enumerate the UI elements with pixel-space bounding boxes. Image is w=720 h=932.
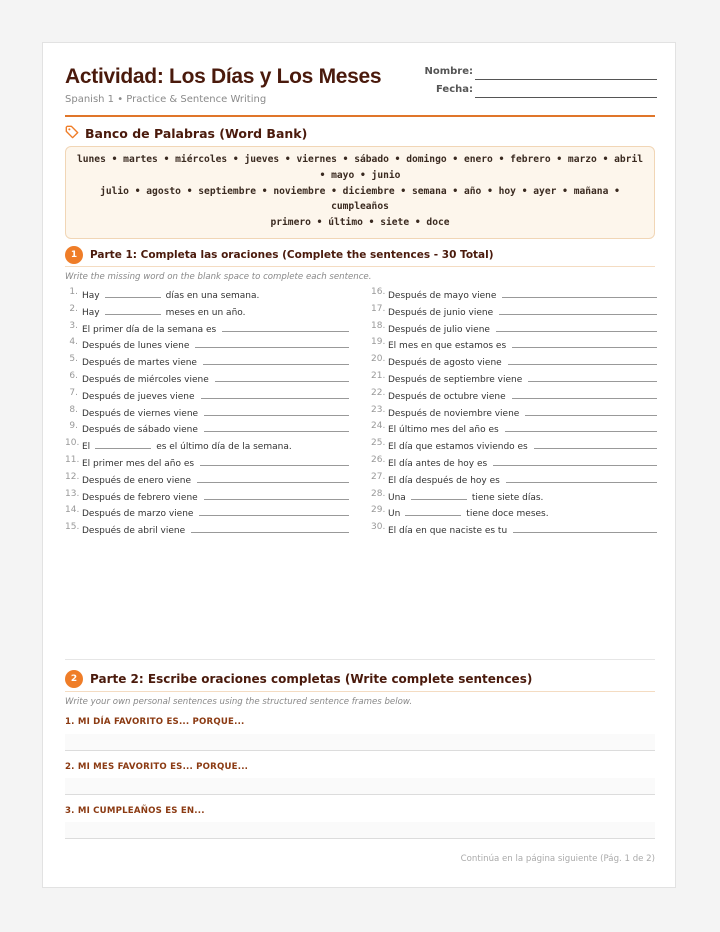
question-text-after: meses en un año. <box>165 307 246 318</box>
page-footer: Continúa en la página siguiente (Pág. 1 de 2) <box>460 854 655 864</box>
answer-blank[interactable] <box>512 388 657 399</box>
question-item <box>371 287 657 303</box>
sentence-prompt-2: 2. MI MES FAVORITO ES... PORQUE... <box>65 762 249 772</box>
question-number: 11. <box>65 455 80 465</box>
question-text <box>82 438 349 452</box>
question-text-before: El último mes del año es <box>388 425 499 436</box>
question-text-before: Después de noviembre viene <box>388 408 520 419</box>
answer-blank[interactable] <box>201 388 349 399</box>
question-number: 19. <box>371 337 386 348</box>
question-text <box>388 321 657 335</box>
question-number: 23. <box>371 404 386 415</box>
question-text-before: El día en que naciste es tu <box>388 526 508 537</box>
question-item <box>65 522 349 538</box>
question-text-before: Después de jueves viene <box>82 391 195 402</box>
question-number: 30. <box>371 522 386 533</box>
answer-blank[interactable] <box>405 505 461 516</box>
part1-divider <box>65 266 655 267</box>
part2-top-divider <box>65 659 655 660</box>
question-text-before: Después de viernes viene <box>82 408 199 419</box>
question-number: 24. <box>371 421 386 432</box>
answer-blank[interactable] <box>496 321 657 332</box>
sentence-prompt-1: 1. MI DÍA FAVORITO ES... PORQUE... <box>65 717 245 727</box>
question-text-before: El día que estamos viviendo es <box>388 442 528 453</box>
part1-title: Parte 1: Completa las oraciones (Complete the sentences - 30 Total) <box>90 249 494 261</box>
answer-blank[interactable] <box>499 304 657 315</box>
question-item <box>65 388 349 404</box>
question-text-before: Hay <box>82 291 100 301</box>
answer-blank[interactable] <box>203 354 349 365</box>
date-line[interactable] <box>475 97 657 98</box>
question-text-before: Después de julio viene <box>388 324 490 335</box>
question-item <box>65 472 349 488</box>
part1-header <box>65 246 494 264</box>
question-text <box>82 388 349 402</box>
answer-blank[interactable] <box>204 489 349 500</box>
question-number: 9. <box>69 421 78 432</box>
question-text <box>82 489 349 503</box>
question-text <box>388 505 657 519</box>
question-item <box>65 337 349 353</box>
question-number: 12. <box>65 471 80 482</box>
question-number: 10. <box>65 438 80 449</box>
page-content <box>65 43 655 887</box>
question-text-before: El mes en que estamos es <box>388 341 507 352</box>
question-number: 16. <box>371 287 386 297</box>
part1-badge: 1 <box>65 246 83 264</box>
question-text <box>82 505 349 519</box>
question-number: 7. <box>69 387 78 398</box>
question-text-before: Después de septiembre viene <box>388 375 523 385</box>
question-number: 8. <box>69 404 78 415</box>
answer-blank[interactable] <box>411 489 467 500</box>
answer-blank[interactable] <box>525 405 657 416</box>
question-number: 14. <box>65 505 80 516</box>
question-item <box>371 388 657 404</box>
question-number: 15. <box>65 522 80 533</box>
question-text-before: Después de mayo viene <box>388 291 497 301</box>
question-text <box>388 522 657 536</box>
question-number: 1. <box>69 287 78 297</box>
question-text-before: El día antes de hoy es <box>388 459 488 469</box>
question-number: 2. <box>69 303 78 314</box>
question-text <box>388 304 657 318</box>
question-text <box>82 321 349 335</box>
question-text <box>388 371 657 385</box>
question-item <box>65 321 349 337</box>
question-item <box>371 337 657 353</box>
question-text <box>388 421 657 435</box>
question-number: 4. <box>69 337 78 348</box>
question-text <box>82 522 349 536</box>
answer-blank[interactable] <box>215 371 349 382</box>
question-text-before: El día después de hoy es <box>388 475 500 486</box>
question-item <box>371 321 657 337</box>
question-number: 17. <box>371 303 386 314</box>
answer-blank[interactable] <box>195 337 349 348</box>
answer-blank[interactable] <box>534 438 657 449</box>
word-bank-header <box>65 124 307 142</box>
question-text <box>82 405 349 419</box>
question-text <box>82 304 349 318</box>
word-bank-box <box>65 146 655 239</box>
answer-blank[interactable] <box>513 522 657 533</box>
answer-blank[interactable] <box>506 472 657 483</box>
question-number: 18. <box>371 320 386 331</box>
question-text-before: Después de abril viene <box>82 526 186 537</box>
answer-blank[interactable] <box>204 405 349 416</box>
question-text <box>82 371 349 385</box>
question-text <box>388 405 657 419</box>
question-text-after: días en una semana. <box>165 291 260 301</box>
question-text-before: Después de miércoles viene <box>82 375 209 385</box>
question-text-before: El primer mes del año es <box>82 459 195 469</box>
question-item <box>65 455 349 471</box>
question-item <box>65 371 349 387</box>
question-text <box>388 489 657 503</box>
question-item <box>371 472 657 488</box>
question-text-before: Después de octubre viene <box>388 391 506 402</box>
question-text-after: tiene doce meses. <box>466 509 549 520</box>
answer-blank[interactable] <box>502 287 657 298</box>
question-item <box>65 354 349 370</box>
date-field[interactable] <box>415 84 657 98</box>
question-text <box>82 354 349 368</box>
question-item <box>371 405 657 421</box>
question-item <box>65 438 349 454</box>
question-text <box>388 354 657 368</box>
question-item <box>65 505 349 521</box>
word-bank-line: lunes • martes • miércoles • jueves • viernes • sábado • domingo • enero • febrero • marzo • abril • mayo • junio <box>76 154 644 181</box>
name-field[interactable] <box>415 66 657 80</box>
question-number: 6. <box>69 371 78 381</box>
question-number: 22. <box>371 387 386 398</box>
question-text-before: Después de junio viene <box>388 307 494 318</box>
question-item <box>371 354 657 370</box>
answer-blank[interactable] <box>105 304 161 315</box>
part2-instruction: Write your own personal sentences using the structured sentence frames below. <box>65 697 413 707</box>
question-item <box>65 489 349 505</box>
question-item <box>371 304 657 320</box>
answer-blank[interactable] <box>512 337 657 348</box>
question-text <box>388 287 657 301</box>
question-text <box>388 337 657 351</box>
answer-blank[interactable] <box>204 421 349 432</box>
part2-badge: 2 <box>65 670 83 688</box>
name-label: Nombre: <box>424 66 473 77</box>
part1-instruction: Write the missing word on the blank space to complete each sentence. <box>65 272 372 282</box>
name-line[interactable] <box>475 79 657 80</box>
question-text-before: Un <box>388 509 401 520</box>
question-text-after: es el último día de la semana. <box>156 442 292 453</box>
question-text-before: Después de martes viene <box>82 358 197 369</box>
question-item <box>65 304 349 320</box>
question-text <box>388 388 657 402</box>
question-text <box>388 472 657 486</box>
page-subtitle: Spanish 1 • Practice & Sentence Writing <box>65 94 267 105</box>
question-item <box>371 455 657 471</box>
question-number: 20. <box>371 354 386 365</box>
question-number: 27. <box>371 471 386 482</box>
question-item <box>371 505 657 521</box>
question-number: 3. <box>69 320 78 331</box>
question-number: 5. <box>69 354 78 365</box>
date-label: Fecha: <box>435 84 473 95</box>
answer-blank[interactable] <box>95 438 151 449</box>
question-text-after: tiene siete días. <box>471 492 544 503</box>
answer-blank[interactable] <box>505 421 657 432</box>
part2-title: Parte 2: Escribe oraciones completas (Write complete sentences) <box>90 672 533 686</box>
question-number: 21. <box>371 371 386 381</box>
question-item <box>65 287 349 303</box>
worksheet-page <box>42 42 676 888</box>
question-text-before: Después de febrero viene <box>82 492 198 503</box>
question-text-before: El primer día de la semana es <box>82 324 217 335</box>
answer-blank[interactable] <box>528 371 657 382</box>
part2-header <box>65 670 532 688</box>
question-text <box>82 472 349 486</box>
answer-blank[interactable] <box>493 455 657 466</box>
question-text-before: Después de enero viene <box>82 475 192 486</box>
word-bank-line: primero • último • siete • doce <box>270 217 450 229</box>
question-text <box>82 337 349 351</box>
question-text-before: Una <box>388 492 406 503</box>
question-item <box>371 522 657 538</box>
word-bank-line: julio • agosto • septiembre • noviembre • diciembre • semana • año • hoy • ayer • mañana • cumpleaños <box>100 185 620 213</box>
writing-line-1[interactable] <box>65 734 655 751</box>
answer-blank[interactable] <box>199 505 349 516</box>
header-divider <box>65 115 655 117</box>
question-item <box>65 421 349 437</box>
question-text <box>388 455 657 469</box>
answer-blank[interactable] <box>191 522 349 533</box>
part2-divider <box>65 691 655 692</box>
sentence-prompt-3: 3. MI CUMPLEAÑOS ES EN... <box>65 806 205 816</box>
answer-blank[interactable] <box>200 455 349 466</box>
writing-line-2[interactable] <box>65 778 655 795</box>
question-item <box>371 489 657 505</box>
question-text-before: Después de sábado viene <box>82 425 198 436</box>
question-text-before: El <box>82 442 91 453</box>
question-number: 13. <box>65 488 80 499</box>
question-item <box>371 438 657 454</box>
question-number: 26. <box>371 455 386 465</box>
question-item <box>371 421 657 437</box>
answer-blank[interactable] <box>508 354 657 365</box>
question-text-before: Después de lunes viene <box>82 341 190 352</box>
question-item <box>65 405 349 421</box>
question-number: 28. <box>371 488 386 499</box>
question-text <box>82 287 349 301</box>
question-text <box>82 455 349 469</box>
tag-icon <box>65 124 79 143</box>
answer-blank[interactable] <box>197 472 349 483</box>
question-text-before: Hay <box>82 307 100 318</box>
answer-blank[interactable] <box>105 287 161 298</box>
question-text <box>388 438 657 452</box>
answer-blank[interactable] <box>222 321 349 332</box>
question-number: 29. <box>371 505 386 516</box>
writing-line-3[interactable] <box>65 822 655 839</box>
question-text-before: Después de agosto viene <box>388 358 502 369</box>
question-item <box>371 371 657 387</box>
question-text-before: Después de marzo viene <box>82 509 194 520</box>
question-text <box>82 421 349 435</box>
page-title: Actividad: Los Días y Los Meses <box>65 65 382 88</box>
question-number: 25. <box>371 438 386 449</box>
word-bank-title: Banco de Palabras (Word Bank) <box>85 125 308 141</box>
